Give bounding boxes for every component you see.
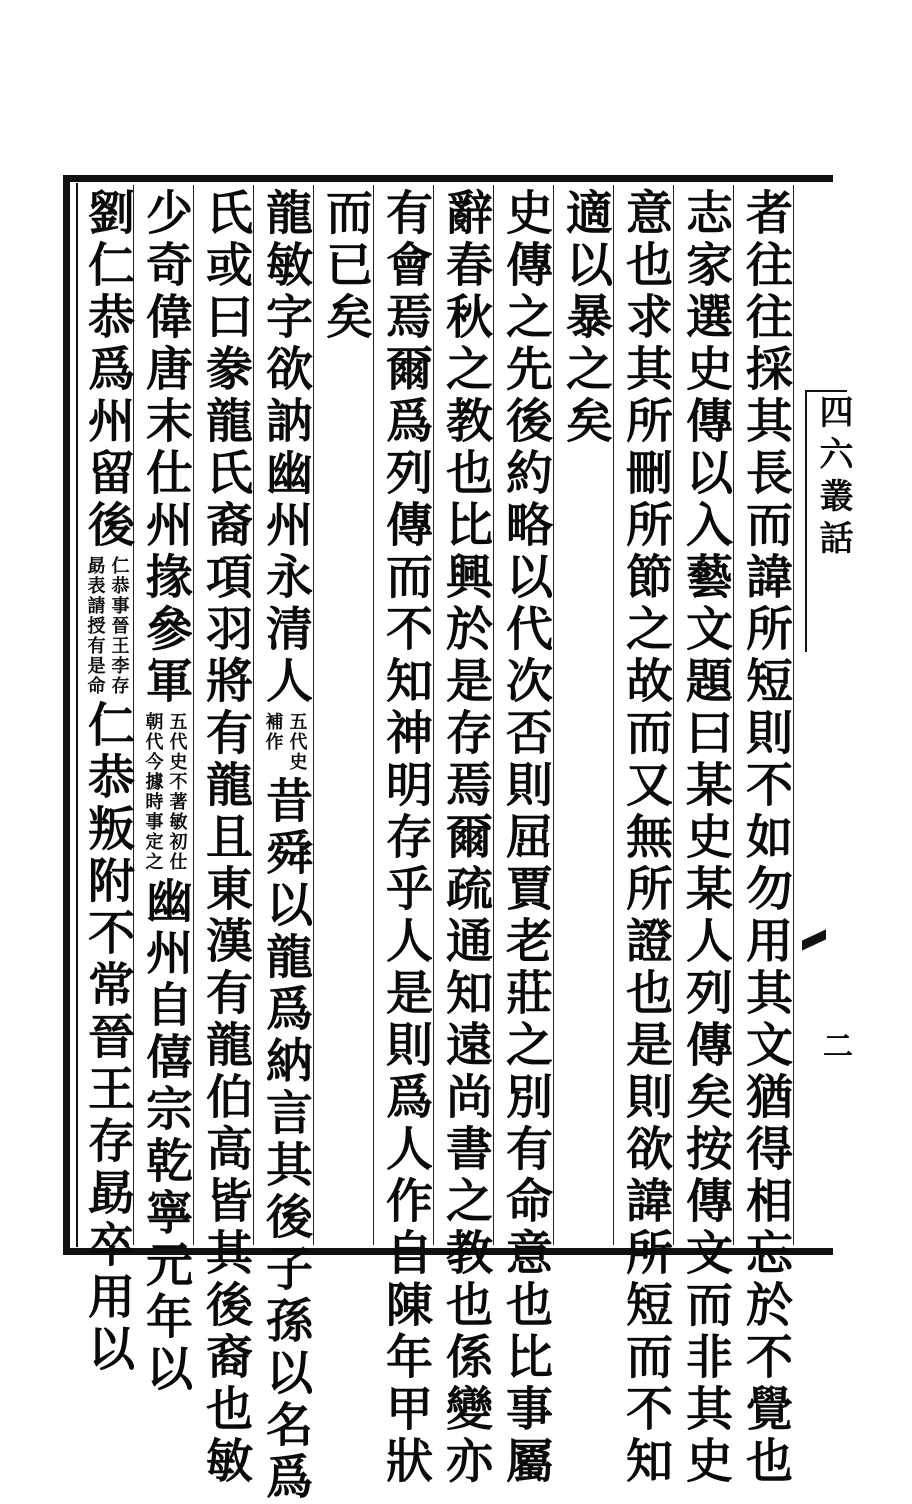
text-column-2 — [677, 188, 733, 1488]
column-rule — [433, 185, 434, 1245]
annotation-line: 補作 — [262, 712, 284, 752]
annotation-line: 仁恭事晉王李存 — [108, 556, 130, 696]
column-text: 少奇偉唐末仕州掾參軍 — [138, 188, 193, 708]
text-column-6 — [437, 188, 493, 1488]
column-rule — [193, 185, 194, 1245]
annotation-line: 五代史 — [286, 712, 308, 772]
column-rule — [793, 185, 794, 1245]
text-column-11 — [137, 188, 193, 1396]
column-rule — [373, 185, 374, 1245]
column-rule — [673, 185, 674, 1245]
column-text: 適以暴之矣 — [558, 188, 613, 448]
column-rule — [553, 185, 554, 1245]
column-rule — [733, 185, 734, 1245]
column-rule — [313, 185, 314, 1245]
text-column-7 — [377, 188, 433, 1488]
column-text: 史傳之先後約略以代次否則屈賈老莊之別有命意也比事屬 — [498, 188, 553, 1488]
column-text: 者往往採其長而諱所短則不如勿用其文猶得相忘於不覺也 — [738, 188, 793, 1488]
text-column-1 — [737, 188, 793, 1488]
column-rule — [613, 185, 614, 1245]
column-rule — [493, 185, 494, 1245]
page-number: 二 — [817, 1030, 852, 1060]
text-column-12 — [79, 188, 135, 1376]
column-text: 劉仁恭爲州留後 — [80, 188, 135, 552]
margin-title: 四六叢話 — [813, 394, 853, 562]
margin-title-box — [805, 390, 853, 652]
annotation — [263, 712, 308, 772]
annotation — [85, 556, 130, 696]
annotation — [143, 712, 188, 872]
column-text: 意也求其所刪所節之故而又無所證也是則欲諱所短而不知 — [618, 188, 673, 1488]
text-column-5 — [497, 188, 553, 1488]
column-text: 昔舜以龍爲納言其後子孫以名爲 — [258, 776, 313, 1504]
column-text: 而已矣 — [318, 188, 373, 344]
annotation-line: 勗表請授有是命 — [84, 556, 106, 696]
annotation-line: 五代史不著敏初仕 — [166, 712, 188, 872]
text-column-3 — [617, 188, 673, 1488]
column-text: 志家選史傳以入藝文題曰某史某人列傳矣按傳文而非其史 — [678, 188, 733, 1488]
text-column-8 — [317, 188, 373, 1248]
column-text: 辭春秋之教也比興於是存焉爾疏通知遠尚書之教也係變亦 — [438, 188, 493, 1488]
column-text: 有會焉爾爲列傳而不知神明存乎人是則爲人作自陳年甲狀 — [378, 188, 433, 1488]
inner-border-rule — [76, 183, 78, 1247]
text-column-4 — [557, 188, 613, 1248]
annotation-line: 朝代今據時事定之 — [142, 712, 164, 872]
column-rule — [253, 185, 254, 1245]
text-column-9 — [257, 188, 313, 1504]
column-text: 氏或曰豢龍氏裔項羽將有龍且東漢有龍伯高皆其後裔也敏 — [198, 188, 253, 1488]
text-column-10 — [197, 188, 253, 1488]
column-text: 仁恭叛附不常晉王存勗卒用以 — [80, 700, 135, 1376]
column-text: 龍敏字欲訥幽州永清人 — [258, 188, 313, 708]
column-text: 幽州自僖宗乾寧元年以 — [138, 876, 193, 1396]
